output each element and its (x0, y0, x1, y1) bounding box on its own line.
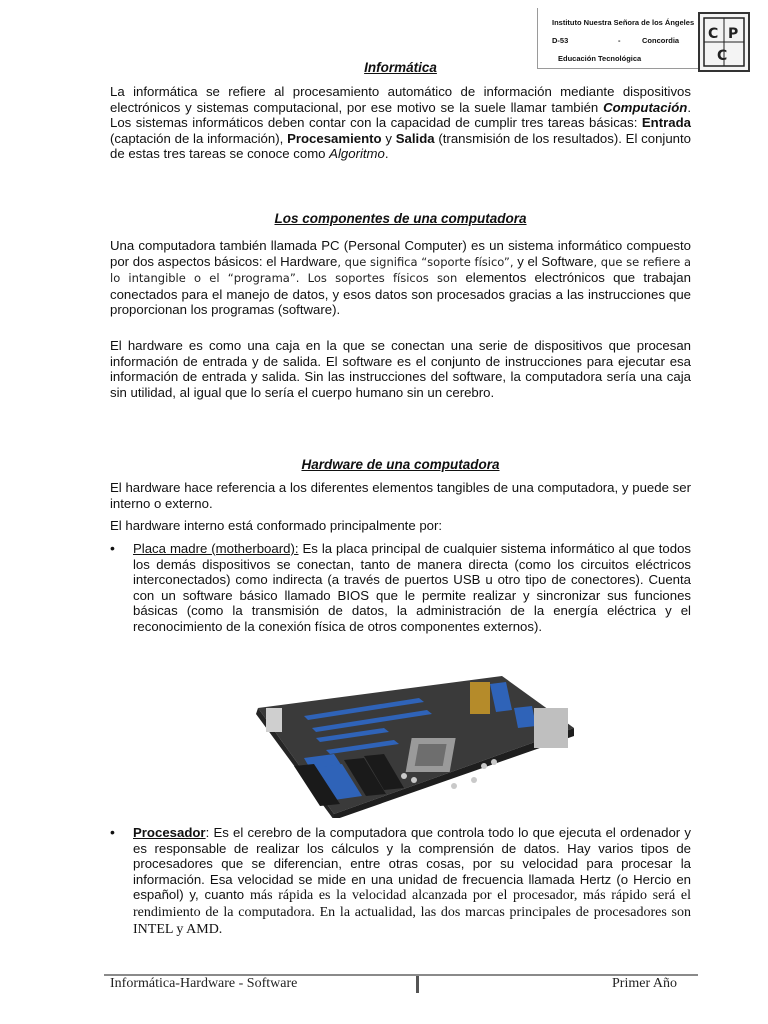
subject-name: Educación Tecnológica (558, 54, 642, 63)
text: y (381, 130, 396, 146)
footer-separator (416, 976, 419, 993)
svg-text:P: P (728, 26, 739, 42)
paragraph-componentes-2: El hardware es como una caja en la que se conectan una serie de dispositivos que procesan información de entrada y de salida. El software es el conjunto de instrucciones para ejecutar esa información de entrada y salida. Sin las instrucciones del software, la computadora sería una caja sin utilidad, al igual que lo sería el cuerpo humano sin un cerebro. (110, 338, 691, 400)
title-componentes: Los componentes de una computadora (274, 211, 527, 226)
list-item-motherboard (133, 541, 691, 635)
text: La informática se refiere al procesamiento automático de información mediante dispositivos electrónicos y sistemas computacional, por ese motivo se la suele llamar también (110, 84, 691, 115)
footer-title: Informática-Hardware - Software (110, 976, 298, 991)
svg-text:C: C (717, 48, 728, 64)
text: elementos electrónicos que trabajan conectados para el manejo de datos, y esos datos son procesados gracias a las instrucciones que proporcionan los programas (software). (110, 270, 691, 318)
list-item-procesador (133, 825, 691, 937)
term-procesamiento: Procesamiento (287, 130, 382, 146)
term-motherboard: Placa madre (motherboard): (133, 541, 299, 556)
paragraph-hardware-2: El hardware interno está conformado principalmente por: (110, 518, 443, 533)
term-computacion: Computación (603, 99, 688, 115)
bullet-icon: • (110, 540, 115, 556)
text: , que significa “soporte físico”, (337, 254, 518, 269)
header-dash: - (618, 36, 621, 45)
term-algoritmo: Algoritmo (329, 146, 385, 162)
paragraph-componentes-1 (110, 238, 691, 318)
text: Es la placa principal de cualquier sistema informático al que todos los demás dispositivos se conectan, tanto de manera directa (como los circuitos eléctricos interconectados) como indirecta (a través de puertos USB u otro tipo de conectores). Cuenta con un software básico llamado BIOS que le permite realizar y sincronizar sus funciones básicas (como la transmisión de datos, la administración de la energía eléctrica y el reconocimiento de la conexión física de otros componentes externos). (133, 541, 691, 634)
text: Una computadora también llamada PC (Personal Computer) es un sistema informático compuesto por dos aspectos básicos: el Hardware (110, 238, 691, 269)
text: (transmisión de los resultados). El conjunto de estas tres tareas se conoce como (110, 130, 692, 162)
term-procesador: Procesador (133, 825, 206, 840)
motherboard-image (244, 668, 584, 818)
title-hardware: Hardware de una computadora (301, 457, 500, 472)
logo-crest-icon (700, 14, 748, 70)
term-entrada: Entrada (641, 115, 691, 131)
title-informatica: Informática (364, 60, 437, 75)
text: más rápida es la velocidad alcanzada por el procesador, más rápido será el rendimiento de la computadora. En la actualidad, las dos marcas principales de procesadores son INTEL y AMD. (133, 888, 691, 937)
footer-year: Primer Año (612, 976, 677, 991)
institution-name: Instituto Nuestra Señora de los Ángeles (552, 18, 695, 27)
term-salida: Salida (395, 130, 435, 146)
bullet-icon: • (110, 824, 115, 840)
school-logo (698, 12, 750, 72)
text: (captación de la información), (110, 130, 288, 146)
text: y el Software (517, 253, 594, 269)
paragraph-informatica (110, 84, 691, 162)
text: . Los sistemas informáticos deben contar con la capacidad de cumplir tres tareas básicas: (110, 99, 691, 131)
text: . (384, 146, 389, 162)
text: : Es el cerebro de la computadora que controla todo lo que ejecuta el ordenador y es responsable de realizar los cálculos y la comprensión de datos. Hay varios tipos de procesadores que se diferencian, entre otras cosas, por su velocidad para procesar la información. Esa velocidad se mide en una unidad de frecuencia llamada Hertz (o Hercio en español) y, cuanto (133, 825, 691, 903)
paragraph-hardware-1: El hardware hace referencia a los diferentes elementos tangibles de una computadora, y puede ser interno o externo. (110, 480, 691, 511)
text: , que se refiere a lo intangible o el “programa”. Los soportes físicos son (110, 254, 692, 286)
city: Concordia (642, 36, 680, 45)
svg-text:C: C (708, 26, 719, 42)
school-code: D-53 (552, 36, 569, 45)
